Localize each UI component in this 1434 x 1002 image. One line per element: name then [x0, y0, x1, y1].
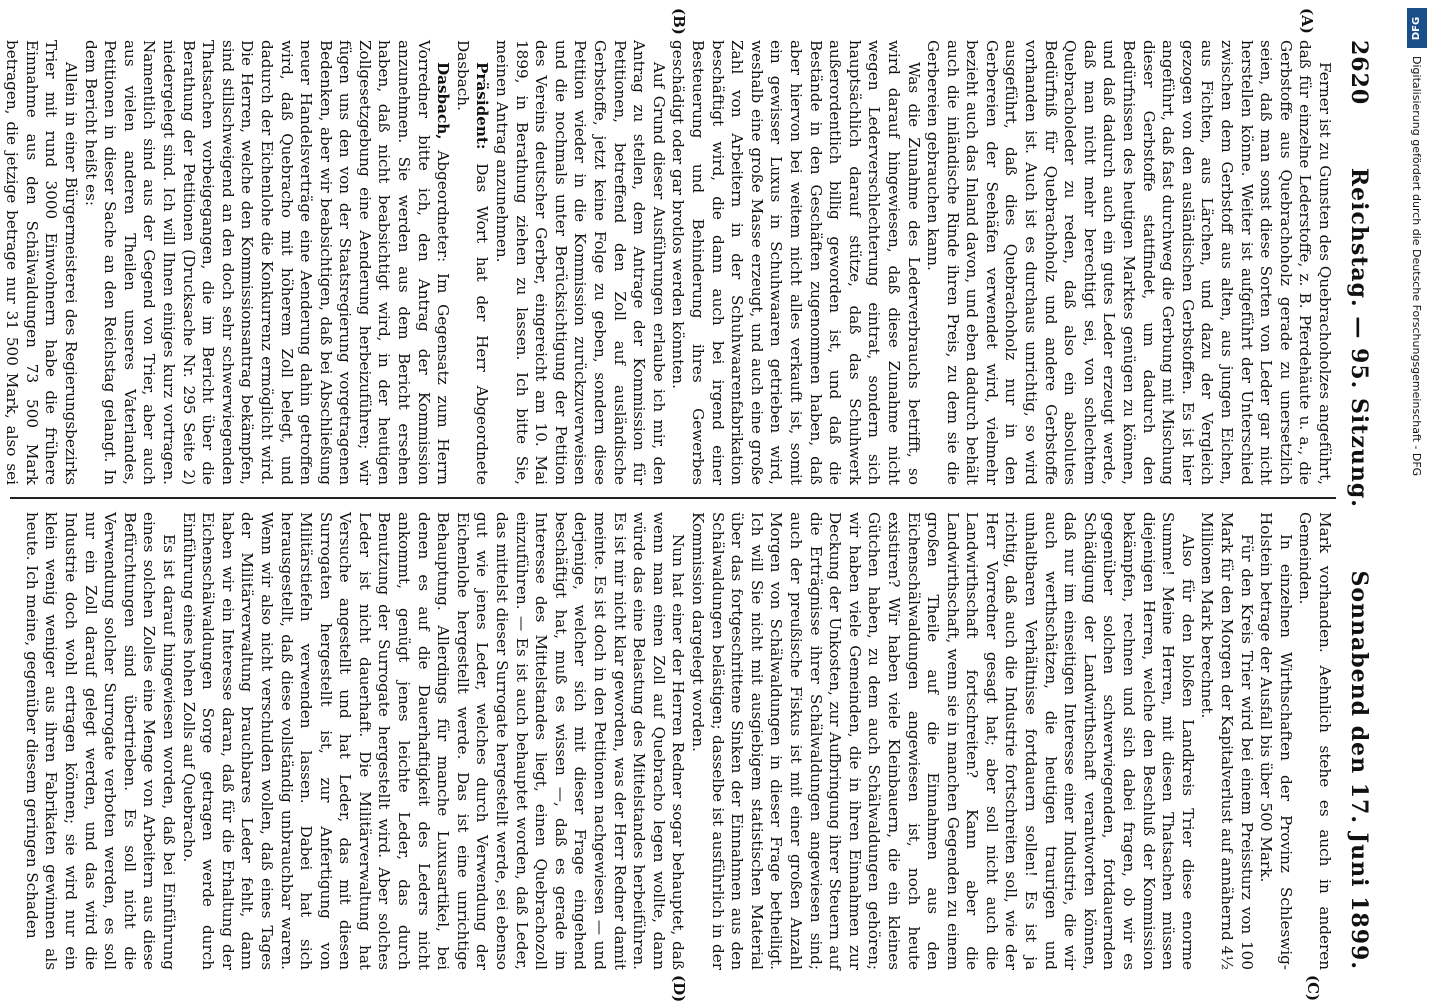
dfg-logo-text: DFG — [1411, 16, 1423, 40]
dfg-logo — [1407, 8, 1427, 48]
paragraph: Auf Grund dieser Ausführungen erlaube ich mir, den Antrag zu stellen, dem Antrage der Kommission für Petitionen, betreffend den Zoll auf ausländische Gerbstoffe, jetzt keine Folge zu geben, sondern diese Petition wieder in die Kommission zurückzuverweisen und die nochmals unter Berücksichtigung der Petition des Vereins deutscher Gerber, eingereicht am 10. Mai 1899, in Berathung ziehen zu lassen. Ich bitte Sie, meinen Antrag anzunehmen. — [493, 40, 668, 485]
speaker-name: Dasbach, — [434, 62, 453, 140]
right-column — [10, 512, 1334, 970]
margin-tag-c: (C) — [1304, 975, 1322, 1002]
column-divider — [10, 497, 1336, 499]
paragraph: Für den Kreis Trier wird bei einem Preissturz von 100 Mark für den Morgen der Kapitalverlust auf annähernd 4½ Millionen Mark berechnet. — [1198, 512, 1256, 970]
margin-tag-d: (D) — [670, 975, 688, 1002]
page-header — [1342, 40, 1376, 970]
digitization-sidebar — [1405, 0, 1431, 1000]
page-number: 2620 — [1346, 40, 1372, 106]
speaker-text: Das Wort hat der Herr Abgeordnete Dasbach. — [453, 40, 492, 485]
paragraph: Es ist darauf hingewiesen worden, daß bei Einführung eines solchen Zolles eine Menge von Arbeitern aus diese Befürchtungen sind übertrieben. Es soll nicht die Verwendung solcher Surrogate verboten werden, es soll nur ein Zoll darauf gelegt werden, und das wird die Industrie doch wohl ertragen können; sie wird nur ein klein wenig weniger aus ihren Fabrikaten gewinnen als heute. Ich meine, gegenüber diesem geringen Schaden — [22, 512, 178, 970]
paragraph: Mark vorhanden. Aehnlich stehe es auch in anderen Gemeinden. — [1296, 512, 1334, 970]
paragraph: Also für den bloßen Landkreis Trier diese enorme Summe! Meine Herren, mit diesen Thatsachen müssen diejenigen Herren, welche den Beschluß der Kommission bekämpfen, rechnen und sich dabei fragen, ob wir es gegenüber solchen schwerwiegenden, fortdauernden Schädigung der Landwirthschaft verantworten können, daß nur im einseitigen Interesse einer Industrie, die wir auch werthschätzen, die heutigen traurigen und unhaltbaren Verhältnisse fortdauern sollen! Es ist ja richtig, daß auch die Industrie fortschreiten soll, wie der Herr Vorredner gesagt hat; aber soll nicht auch die Landwirthschaft fortschreiten? Kann aber die Landwirthschaft, wenn sie in manchen Gegenden zu einem großen Theile auf die Einnahmen aus den Eichenschälwaldungen angewiesen ist, noch heute existiren? Wir haben viele Kleinbauern, die ein kleines Gütchen haben, zu dem auch Schälwaldungen gehören; wir haben viele Gemeinden, die in ihren Einnahmen zur Deckung der Unkosten, zur Aufbringung ihrer Steuern auf die Erträgnisse ihrer Schälwaldungen angewiesen sind; auch der preußische Fiskus ist mit einer großen Anzahl Morgen von Schälwaldungen in dieser Frage betheiligt. Ich will Sie nicht mit ausgiebigem statistischen Material über das fortgeschrittene Sinken der Einnahmen aus den Schälwaldungen belästigen; dasselbe ist ausführlich in der Kommission dargelegt worden. — [689, 512, 1197, 970]
speaker-role: Präsident: — [473, 62, 492, 150]
left-column — [3, 40, 1334, 486]
paragraph-dasbach — [80, 40, 452, 485]
paragraph: Ferner ist zu Gunsten des Quebrachoholzes angeführt, daß für einzelne Lederstoffe, z. B. Pferdehäute u. a., die Gerbstoffe aus Quebrachoholz gerade zu unersetzlich seien, daß man sonst diese Sorten von Leder gar nicht herstellen könne. Weiter ist aufgeführt der Unterschied zwischen dem Gerbstoff aus alten, aus jungen Eichen, aus Fichten, aus Lärchen, und dazu der Vergleich gezogen von den ausländischen Gerbstoffen. Es ist hier angeführt, daß fast durchweg die Gerbung mit Mischung dieser Gerbstoffe stattfindet, um dadurch den Bedürfnissen des heutigen Marktes genügen zu können, und daß dadurch auch ein gutes Leder erzeugt werde, daß man nicht mehr berechtigt sei, von schlechtem Quebracholeder zu reden, daß also ein absolutes Bedürfniß für Quebrachoholz und andere Gerbstoffe vorhanden ist. Auch ist es durchaus unrichtig, so wird ausgeführt, daß dies Quebrachoholz nur in den Gerbereien der Seehäfen verwendet wird, vielmehr bezieht auch das Inland davon, und eben dadurch behält auch die inländische Rinde ihren Preis, zu dem sie die Gerbereien gebrauchen kann. — [924, 40, 1334, 485]
quote-paragraph: Allein in einer Bürgermeisterei des Regierungsbezirks Trier mit rund 3000 Einwohnern habe die frühere Einnahme aus den Schälwaldungen 73 500 Mark betragen, die jetzige betrage nur 31 500 Mark, also sei — [3, 40, 80, 485]
funding-credit: Digitalisierung gefördert durch die Deutsche Forschungsgemeinschaft - DFG — [1410, 56, 1423, 477]
paragraph: Was die Zunahme des Lederverbrauchs betrifft, so wird darauf hingewiesen, daß diese Zunahme nicht wegen Lederverschlechterung eintrat, sondern sich hauptsächlich darauf stütze, daß das Schuhwerk außerordentlich billig geworden ist, und daß die Bestände in den Geschäften zugenommen haben, daß aber hiervon bei weitem nicht alles verkauft ist, somit ein gewisser Luxus in Schuhwaaren getrieben wird, weshalb eine große Masse erzeugt, und auch eine große Zahl von Arbeitern in der Schuhwaarenfabrikation beschäftigt wird, die dann auch bei irgend einer Besteuerung und Behinderung ihres Gewerbes geschädigt oder gar brotlos werden könnten. — [669, 40, 923, 485]
paragraph-president — [452, 40, 491, 485]
margin-tag-b: (B) — [670, 8, 688, 35]
header-session: Reichstag. — 95. Sitzung. — [1346, 167, 1372, 508]
header-date: Sonnabend den 17. Juni 1899. — [1346, 570, 1372, 970]
speaker-text: Abgeordneter: Im Gegensatz zum Herrn Vorredner bitte ich, den Antrag der Kommission anzunehmen. Sie werden aus dem Bericht ersehen haben, daß nicht beabsichtigt wird, in der heutigen Zollgesetzgebung eine Aenderung herbeizuführen; wir fügen uns den von der Staatsregierung vorgetragenen Bedenken, aber wir beabsichtigen, daß bei Abschließung neuer Handelsverträge eine Aenderung dahin getroffen wird, daß Quebracho mit höherem Zoll belegt, und dadurch der Eichenlohe die Konkurrenz ermöglicht wird. Die Herren, welche den Kommissionsantrag bekämpfen, sind stillschweigend an den doch sehr schwerwiegenden Thatsachen vorbeigegangen, die im Bericht über die Berathung der Petitionen (Drucksache Nr. 295 Seite 2) niedergelegt sind. Ich will Ihnen einiges kurz vortragen. Namentlich sind aus der Gegend von Trier, aber auch aus vielen anderen Theilen unseres Vaterlandes, Petitionen in dieser Sache an den Reichstag gelangt. In dem Bericht heißt es: — [81, 40, 453, 486]
paragraph: In einzelnen Wirthschaften der Provinz Schleswig-Holstein betrage der Ausfall bis über 500 Mark. — [1257, 512, 1295, 970]
margin-tag-a: (A) — [1298, 8, 1316, 34]
paragraph: Nun hat einer der Herren Redner sogar behauptet, daß wenn man einen Zoll auf Quebracho legen wollte, dann würde das eine Belastung des Mittelstandes herbeiführen. Es ist mir nicht klar geworden, was der Herr Redner damit meinte. Es ist doch in den Petitionen nachgewiesen — und derjenige, welcher sich mit dieser Frage eingehend beschäftigt hat, muß es wissen —, daß es gerade im Interesse des Mittelstandes liegt, einen Quebrachozoll einzuführen. — Es ist auch behauptet worden, daß Leder, das mittelst dieser Surrogate hergestellt werde, sei ebenso gut wie jenes Leder, welches durch Verwendung der Eichenlohe hergestellt werde. Das ist eine unrichtige Behauptung. Allerdings für manche Luxusartikel, bei denen es auf die Dauerhaftigkeit des Leders nicht ankommt, genügt jenes leichte Leder, das durch Benutzung der Surrogate hergestellt wird. Aber solches Leder ist nicht dauerhaft. Die Militärverwaltung hat Versuche angestellt und hat Leder, das mit diesen Surrogaten hergestellt ist, zur Anfertigung von Militärstiefeln verwenden lassen. Dabei hat sich herausgestellt, daß diese vollständig unbrauchbar waren. Wenn wir also nicht verschulden wollen, daß eines Tages der Militärverwaltung brauchbares Leder fehlt, dann haben wir ein Interesse daran, daß für die Erhaltung der Eichenschälwaldungen Sorge getragen werde durch Einführung eines hohen Zolls auf Quebracho. — [179, 512, 688, 970]
